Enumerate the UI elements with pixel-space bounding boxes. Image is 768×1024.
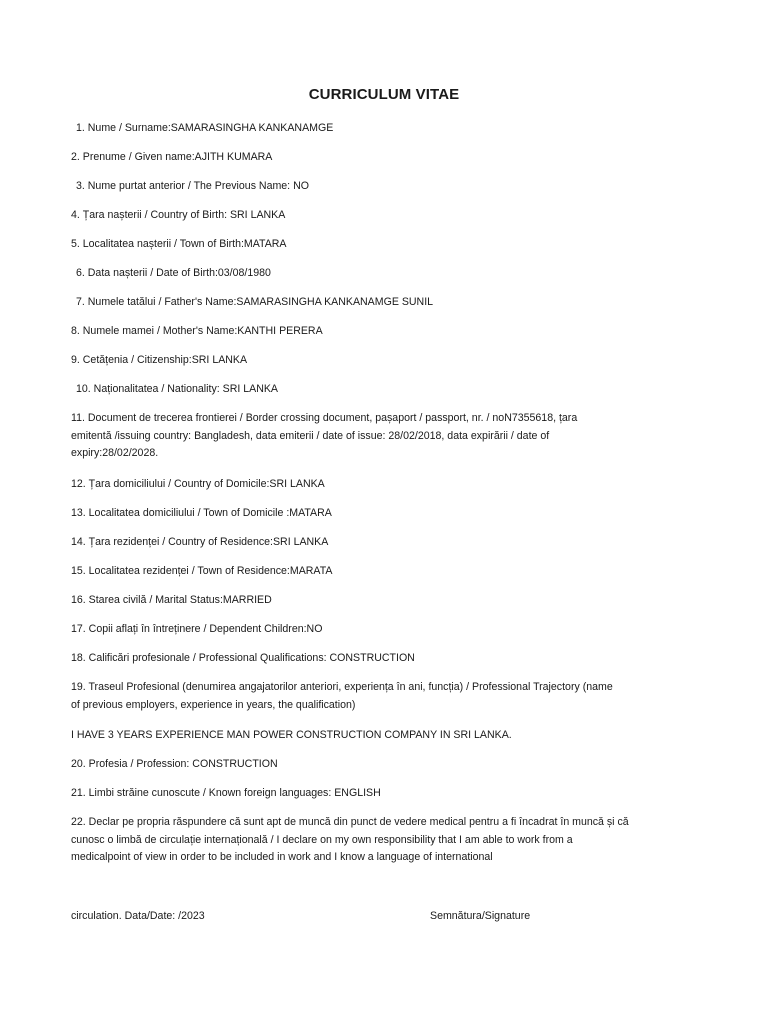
field-mother-name: 8. Numele mamei / Mother's Name:KANTHI PERERA <box>71 325 323 337</box>
field-previous-name: 3. Nume purtat anterior / The Previous Name: NO <box>76 180 309 192</box>
field-professional-trajectory-line: of previous employers, experience in years, the qualification) <box>71 698 356 711</box>
field-surname: 1. Nume / Surname:SAMARASINGHA KANKANAMGE <box>76 122 334 134</box>
field-professional-trajectory <box>71 679 661 714</box>
field-professional-trajectory-line: 19. Traseul Profesional (denumirea angajatorilor anteriori, experiența în ani, funcția) / Professional Trajectory (name <box>71 681 613 693</box>
field-dependent-children: 17. Copii aflați în întreținere / Dependent Children:NO <box>71 623 323 635</box>
field-given-name: 2. Prenume / Given name:AJITH KUMARA <box>71 151 273 163</box>
footer-signature-label: Semnătura/Signature <box>430 910 531 922</box>
field-town-of-birth: 5. Localitatea nașterii / Town of Birth:MATARA <box>71 238 287 250</box>
field-declaration-line: cunosc o limbă de circulație internațională / I declare on my own responsibility that I am able to work from a <box>71 833 573 846</box>
field-father-name: 7. Numele tatălui / Father's Name:SAMARASINGHA KANKANAMGE SUNIL <box>76 296 434 308</box>
field-profession: 20. Profesia / Profession: CONSTRUCTION <box>71 758 278 770</box>
field-border-document <box>71 410 661 463</box>
field-country-of-residence: 14. Țara rezidenței / Country of Residence:SRI LANKA <box>71 536 329 548</box>
field-declaration-line: 22. Declar pe propria răspundere că sunt apt de muncă din punct de vedere medical pentru a fi încadrat în muncă și că <box>71 816 629 828</box>
field-border-document-line: 11. Document de trecerea frontierei / Border crossing document, pașaport / passport, nr. / noN7355618, țara <box>71 412 578 424</box>
footer-date: circulation. Data/Date: /2023 <box>71 910 205 922</box>
document-title: CURRICULUM VITAE <box>308 86 460 103</box>
field-border-document-line: expiry:28/02/2028. <box>71 447 159 459</box>
field-town-of-domicile: 13. Localitatea domiciliului / Town of Domicile :MATARA <box>71 507 332 519</box>
field-date-of-birth: 6. Data nașterii / Date of Birth:03/08/1980 <box>76 267 271 279</box>
field-citizenship: 9. Cetățenia / Citizenship:SRI LANKA <box>71 354 248 366</box>
field-border-document-line: emitentă /issuing country: Bangladesh, data emiterii / date of issue: 28/02/2018, data expirării / date of <box>71 429 550 442</box>
field-town-of-residence: 15. Localitatea rezidenței / Town of Residence:MARATA <box>71 565 333 577</box>
field-declaration-line: medicalpoint of view in order to be included in work and I know a language of international <box>71 851 493 863</box>
field-marital-status: 16. Starea civilă / Marital Status:MARRIED <box>71 594 272 606</box>
field-foreign-languages: 21. Limbi străine cunoscute / Known foreign languages: ENGLISH <box>71 787 381 799</box>
experience-statement: I HAVE 3 YEARS EXPERIENCE MAN POWER CONSTRUCTION COMPANY IN SRI LANKA. <box>71 729 512 741</box>
field-qualifications: 18. Calificări profesionale / Professional Qualifications: CONSTRUCTION <box>71 652 415 664</box>
field-nationality: 10. Naționalitatea / Nationality: SRI LANKA <box>76 383 278 395</box>
field-declaration <box>71 814 661 867</box>
field-country-of-domicile: 12. Țara domiciliului / Country of Domicile:SRI LANKA <box>71 478 325 490</box>
field-country-of-birth: 4. Țara nașterii / Country of Birth: SRI LANKA <box>71 209 286 221</box>
